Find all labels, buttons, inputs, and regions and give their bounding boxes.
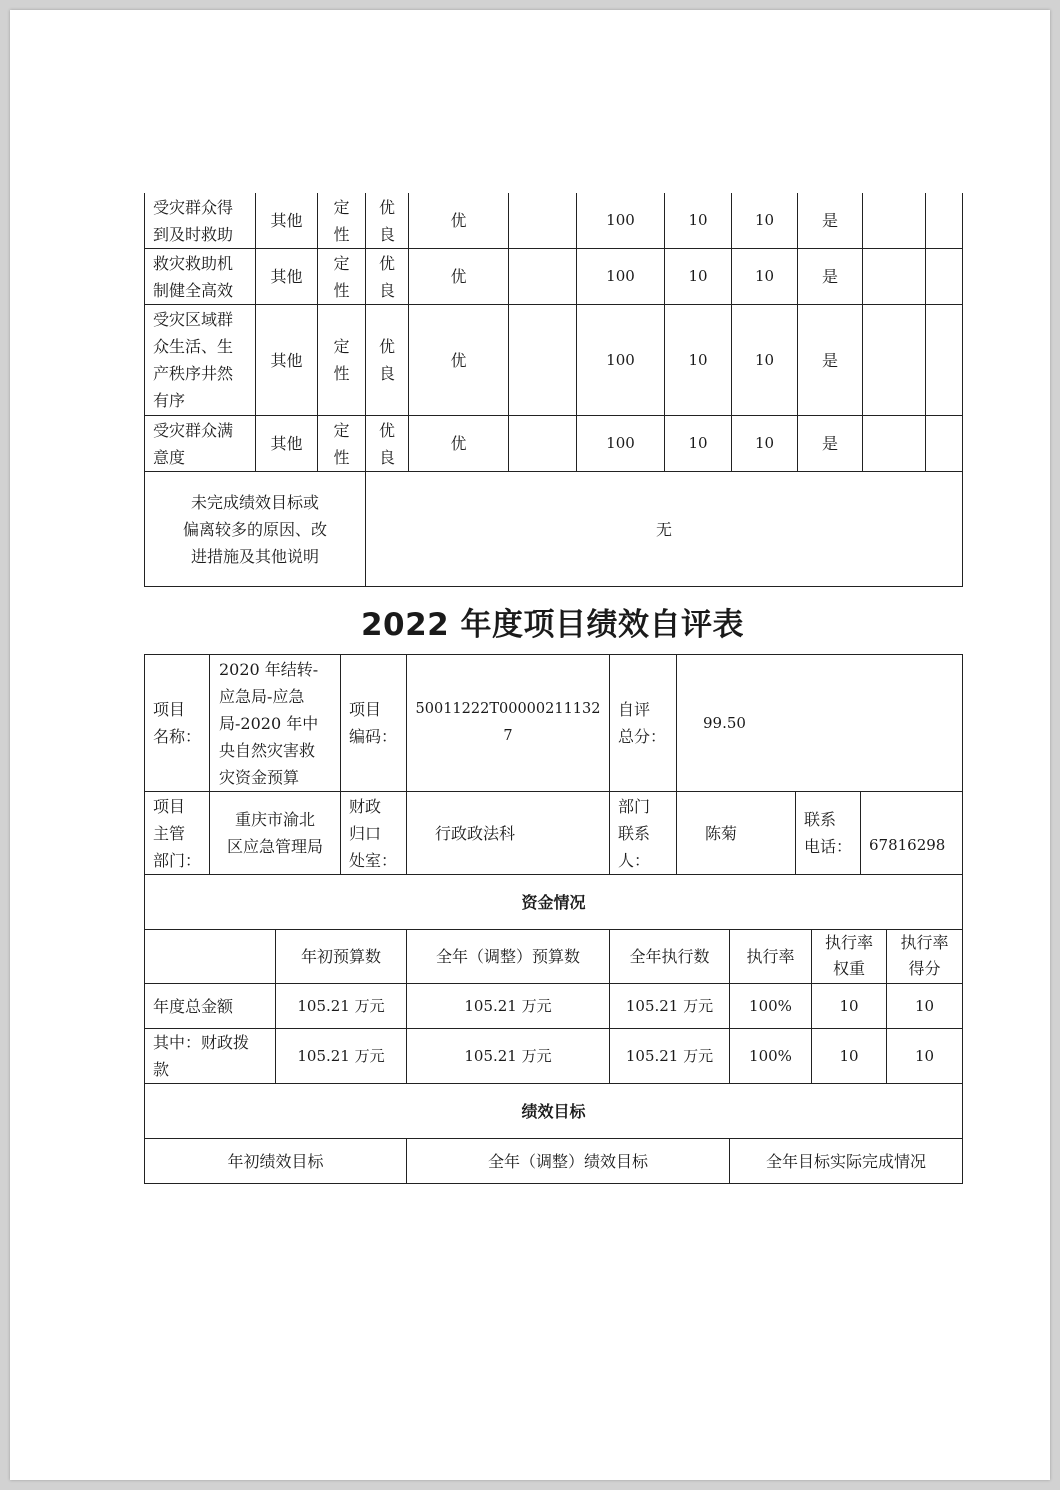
indicator-category: 其他 [256, 249, 318, 305]
indicator-category: 其他 [256, 305, 318, 416]
indicator-category: 其他 [256, 416, 318, 472]
indicator-blank [509, 305, 577, 416]
project-name-label: 项目 名称： [145, 655, 210, 792]
indicator-blank [509, 193, 577, 249]
indicator-weight: 10 [665, 193, 732, 249]
funds-header-cell [145, 929, 276, 984]
indicator-score-base: 100 [577, 416, 665, 472]
project-code: 50011222T000002111327 [407, 655, 610, 792]
indicator-reached: 是 [798, 249, 863, 305]
indicator-reached: 是 [798, 416, 863, 472]
indicator-actual: 优 [409, 416, 509, 472]
funds-row [145, 984, 963, 1029]
finance-office: 行政政法科 [407, 792, 610, 875]
funds-header-row [145, 929, 963, 984]
explanation-label: 未完成绩效目标或 偏离较多的原因、改 进措施及其他说明 [145, 472, 366, 587]
phone: 67816298 [861, 792, 963, 875]
performance-header-adjusted: 全年（调整）绩效目标 [407, 1139, 730, 1184]
indicator-empty-cell [926, 305, 963, 416]
performance-header-actual: 全年目标实际完成情况 [730, 1139, 963, 1184]
project-row-1 [145, 655, 963, 792]
indicator-score: 10 [732, 305, 798, 416]
explanation-value: 无 [366, 472, 963, 587]
indicator-target: 优 良 [366, 416, 409, 472]
indicator-score-base: 100 [577, 305, 665, 416]
indicator-empty-cell [863, 249, 926, 305]
funds-weight-cell: 10 [812, 1029, 887, 1084]
indicator-target: 优 良 [366, 249, 409, 305]
self-score: 99.50 [677, 655, 963, 792]
funds-header-cell: 年初预算数 [276, 929, 407, 984]
indicator-nature: 定 性 [318, 193, 366, 249]
document-page [10, 10, 1050, 1480]
funds-executed-cell: 105.21 万元 [610, 984, 730, 1029]
indicator-weight: 10 [665, 249, 732, 305]
indicator-empty-cell [926, 249, 963, 305]
indicator-score-base: 100 [577, 193, 665, 249]
self-score-label: 自评 总分： [610, 655, 677, 792]
funds-header-cell: 执行率 得分 [887, 929, 963, 984]
indicator-empty-cell [863, 193, 926, 249]
funds-score-cell: 10 [887, 1029, 963, 1084]
indicator-name: 受灾群众得 到及时救助 [145, 193, 256, 249]
performance-table [144, 1139, 963, 1184]
indicator-actual: 优 [409, 305, 509, 416]
indicator-target: 优 良 [366, 193, 409, 249]
funds-executed-cell: 105.21 万元 [610, 1029, 730, 1084]
project-name: 2020 年结转- 应急局-应急 局-2020 年中 央自然灾害救 灾资金预算 [210, 655, 341, 792]
funds-header-cell: 全年（调整）预算数 [407, 929, 610, 984]
funds-header-cell: 执行率 权重 [812, 929, 887, 984]
indicator-empty-cell [863, 305, 926, 416]
indicator-empty-cell [926, 416, 963, 472]
funds-header-cell: 执行率 [730, 929, 812, 984]
project-row-2 [145, 792, 963, 875]
funds-rate-cell: 100% [730, 1029, 812, 1084]
indicator-name: 受灾群众满 意度 [145, 416, 256, 472]
contact: 陈菊 [677, 792, 796, 875]
indicator-blank [509, 416, 577, 472]
indicator-actual: 优 [409, 249, 509, 305]
indicator-blank [509, 249, 577, 305]
funds-label-cell: 其中：财政拨 款 [145, 1029, 276, 1084]
indicator-reached: 是 [798, 305, 863, 416]
indicator-empty-cell [863, 416, 926, 472]
funds-weight-cell: 10 [812, 984, 887, 1029]
indicator-nature: 定 性 [318, 305, 366, 416]
indicator-score: 10 [732, 416, 798, 472]
indicator-name: 救灾救助机 制健全高效 [145, 249, 256, 305]
performance-section-title: 绩效目标 [145, 1084, 963, 1139]
funds-initial-cell: 105.21 万元 [276, 1029, 407, 1084]
funds-rate-cell: 100% [730, 984, 812, 1029]
indicator-name: 受灾区域群 众生活、生 产秩序井然 有序 [145, 305, 256, 416]
dept: 重庆市渝北 区应急管理局 [210, 792, 341, 875]
indicator-empty-cell [926, 193, 963, 249]
funds-adjusted-cell: 105.21 万元 [407, 984, 610, 1029]
project-info-table [144, 654, 963, 930]
indicator-table [144, 193, 963, 587]
indicator-actual: 优 [409, 193, 509, 249]
finance-office-label: 财政 归口 处室： [341, 792, 407, 875]
dept-label: 项目 主管 部门： [145, 792, 210, 875]
contact-label: 部门 联系 人： [610, 792, 677, 875]
indicator-nature: 定 性 [318, 249, 366, 305]
phone-label: 联系 电话： [796, 792, 861, 875]
funds-section-row [145, 875, 963, 930]
performance-header-initial: 年初绩效目标 [145, 1139, 407, 1184]
funds-score-cell: 10 [887, 984, 963, 1029]
funds-header-cell: 全年执行数 [610, 929, 730, 984]
indicator-row [145, 193, 963, 249]
funds-label-cell: 年度总金额 [145, 984, 276, 1029]
indicator-score: 10 [732, 193, 798, 249]
indicator-weight: 10 [665, 416, 732, 472]
explanation-row [145, 472, 963, 587]
funds-initial-cell: 105.21 万元 [276, 984, 407, 1029]
indicator-row [145, 249, 963, 305]
indicator-nature: 定 性 [318, 416, 366, 472]
project-code-label: 项目 编码： [341, 655, 407, 792]
indicator-weight: 10 [665, 305, 732, 416]
form-title: 2022 年度项目绩效自评表 [360, 607, 745, 643]
performance-section-row [145, 1084, 963, 1139]
indicator-row [145, 416, 963, 472]
indicator-score: 10 [732, 249, 798, 305]
indicator-row [145, 305, 963, 416]
indicator-category: 其他 [256, 193, 318, 249]
indicator-reached: 是 [798, 193, 863, 249]
performance-header-row [145, 1139, 963, 1184]
funds-section-title: 资金情况 [145, 875, 963, 930]
funds-table [144, 929, 963, 1139]
funds-row [145, 1029, 963, 1084]
indicator-target: 优 良 [366, 305, 409, 416]
funds-adjusted-cell: 105.21 万元 [407, 1029, 610, 1084]
indicator-score-base: 100 [577, 249, 665, 305]
